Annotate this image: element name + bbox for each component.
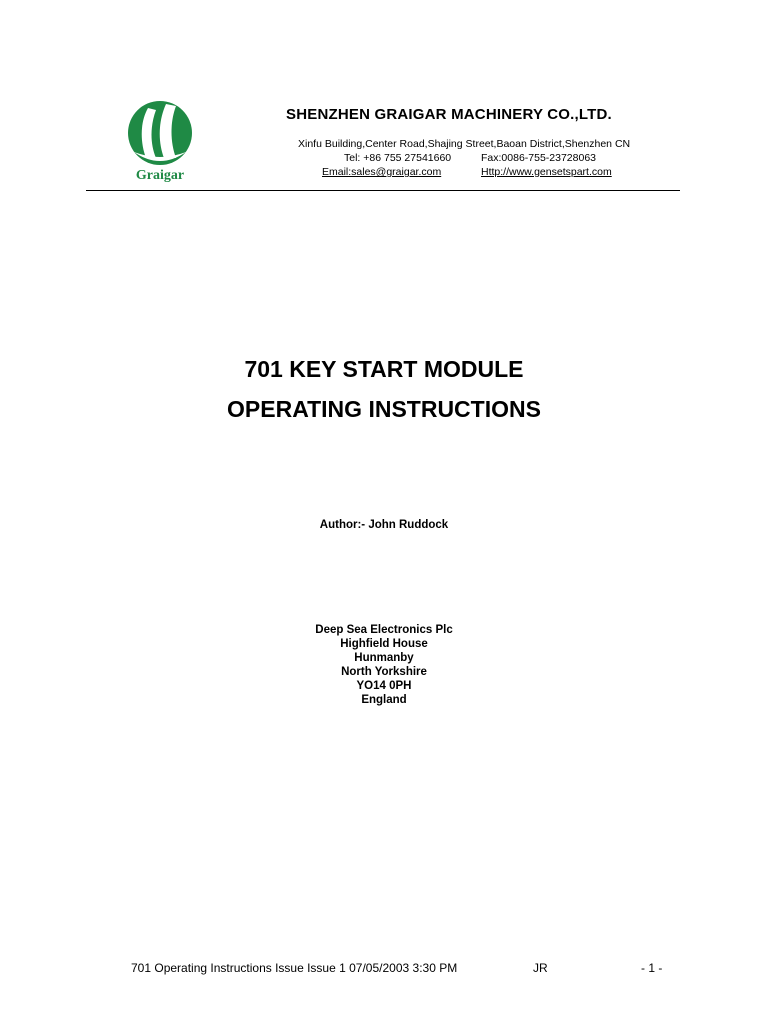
graigar-logo-icon (126, 100, 196, 184)
company-address: Xinfu Building,Center Road,Shajing Street,Baoan District,Shenzhen CN (298, 138, 631, 150)
address-line: YO14 0PH (356, 680, 412, 692)
address-line: Hunmanby (354, 652, 414, 664)
author-line: Author:- John Ruddock (319, 519, 449, 531)
logo-text: Graigar (135, 168, 185, 183)
address-line: North Yorkshire (341, 666, 427, 678)
footer-initials: JR (533, 961, 548, 975)
address-line: England (361, 694, 407, 706)
header-divider (86, 190, 680, 191)
company-website-link[interactable]: Http://www.gensetspart.com (481, 166, 612, 178)
publisher-address (0, 623, 768, 707)
company-tel: Tel: +86 755 27541660 (344, 152, 452, 164)
company-email-link[interactable]: Email:sales@graigar.com (322, 166, 442, 178)
document-title-line-1: 701 KEY START MODULE (244, 356, 524, 382)
company-name: SHENZHEN GRAIGAR MACHINERY CO.,LTD. (286, 106, 612, 123)
document-title-line-2: OPERATING INSTRUCTIONS (227, 396, 541, 422)
footer-document-info: 701 Operating Instructions Issue Issue 1 07/05/2003 3:30 PM (131, 961, 458, 975)
page-number: - 1 - (641, 961, 663, 975)
company-fax: Fax:0086-755-23728063 (481, 152, 597, 164)
company-logo (126, 100, 196, 184)
address-line: Highfield House (340, 638, 428, 650)
address-line: Deep Sea Electronics Plc (315, 624, 453, 636)
